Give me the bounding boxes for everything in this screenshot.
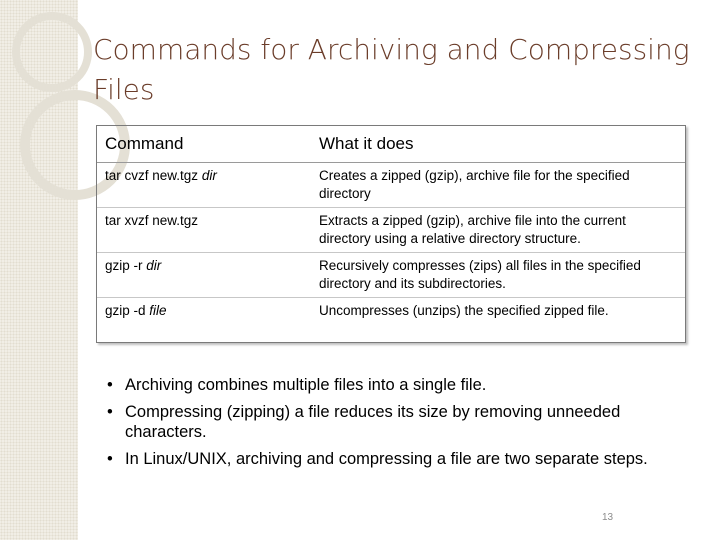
column-header-description: What it does <box>309 126 685 163</box>
slide-title: Commands for Archiving and Compressing Files <box>93 33 690 106</box>
command-cell <box>97 298 309 325</box>
table-header-row <box>97 126 685 163</box>
description-cell: Uncompresses (unzips) the specified zipped file. <box>319 303 609 318</box>
description-cell: Creates a zipped (gzip), archive file for the specified directory <box>309 163 685 208</box>
description-cell: Extracts a zipped (gzip), archive file into the current directory using a relative directory structure. <box>309 208 685 253</box>
commands-table <box>96 125 686 343</box>
decorative-background-band <box>0 0 78 540</box>
column-header-command: Command <box>97 126 309 163</box>
command-cell <box>97 253 309 298</box>
command-argument: file <box>149 303 167 318</box>
command-cell <box>97 208 309 253</box>
table-row <box>97 253 685 298</box>
command-text: tar xvzf new.tgz <box>105 213 199 228</box>
table-row <box>97 298 685 325</box>
page-number: 13 <box>602 512 614 523</box>
command-argument: dir <box>146 258 162 273</box>
bullet-item: • Archiving combines multiple files into a single file. <box>105 375 665 395</box>
bullet-item: • Compressing (zipping) a file reduces its size by removing unneeded characters. <box>105 402 665 442</box>
bullet-list <box>105 375 665 476</box>
command-text: gzip -r <box>105 258 143 273</box>
table-row <box>97 163 685 208</box>
command-text: gzip -d <box>105 303 146 318</box>
command-cell <box>97 163 309 208</box>
description-cell: Recursively compresses (zips) all files in the specified directory and its subdirectories. <box>309 253 685 298</box>
table-row <box>97 208 685 253</box>
command-argument: dir <box>201 168 217 183</box>
bullet-item: • In Linux/UNIX, archiving and compressing a file are two separate steps. <box>105 449 665 469</box>
command-text: tar cvzf new.tgz <box>105 168 199 183</box>
